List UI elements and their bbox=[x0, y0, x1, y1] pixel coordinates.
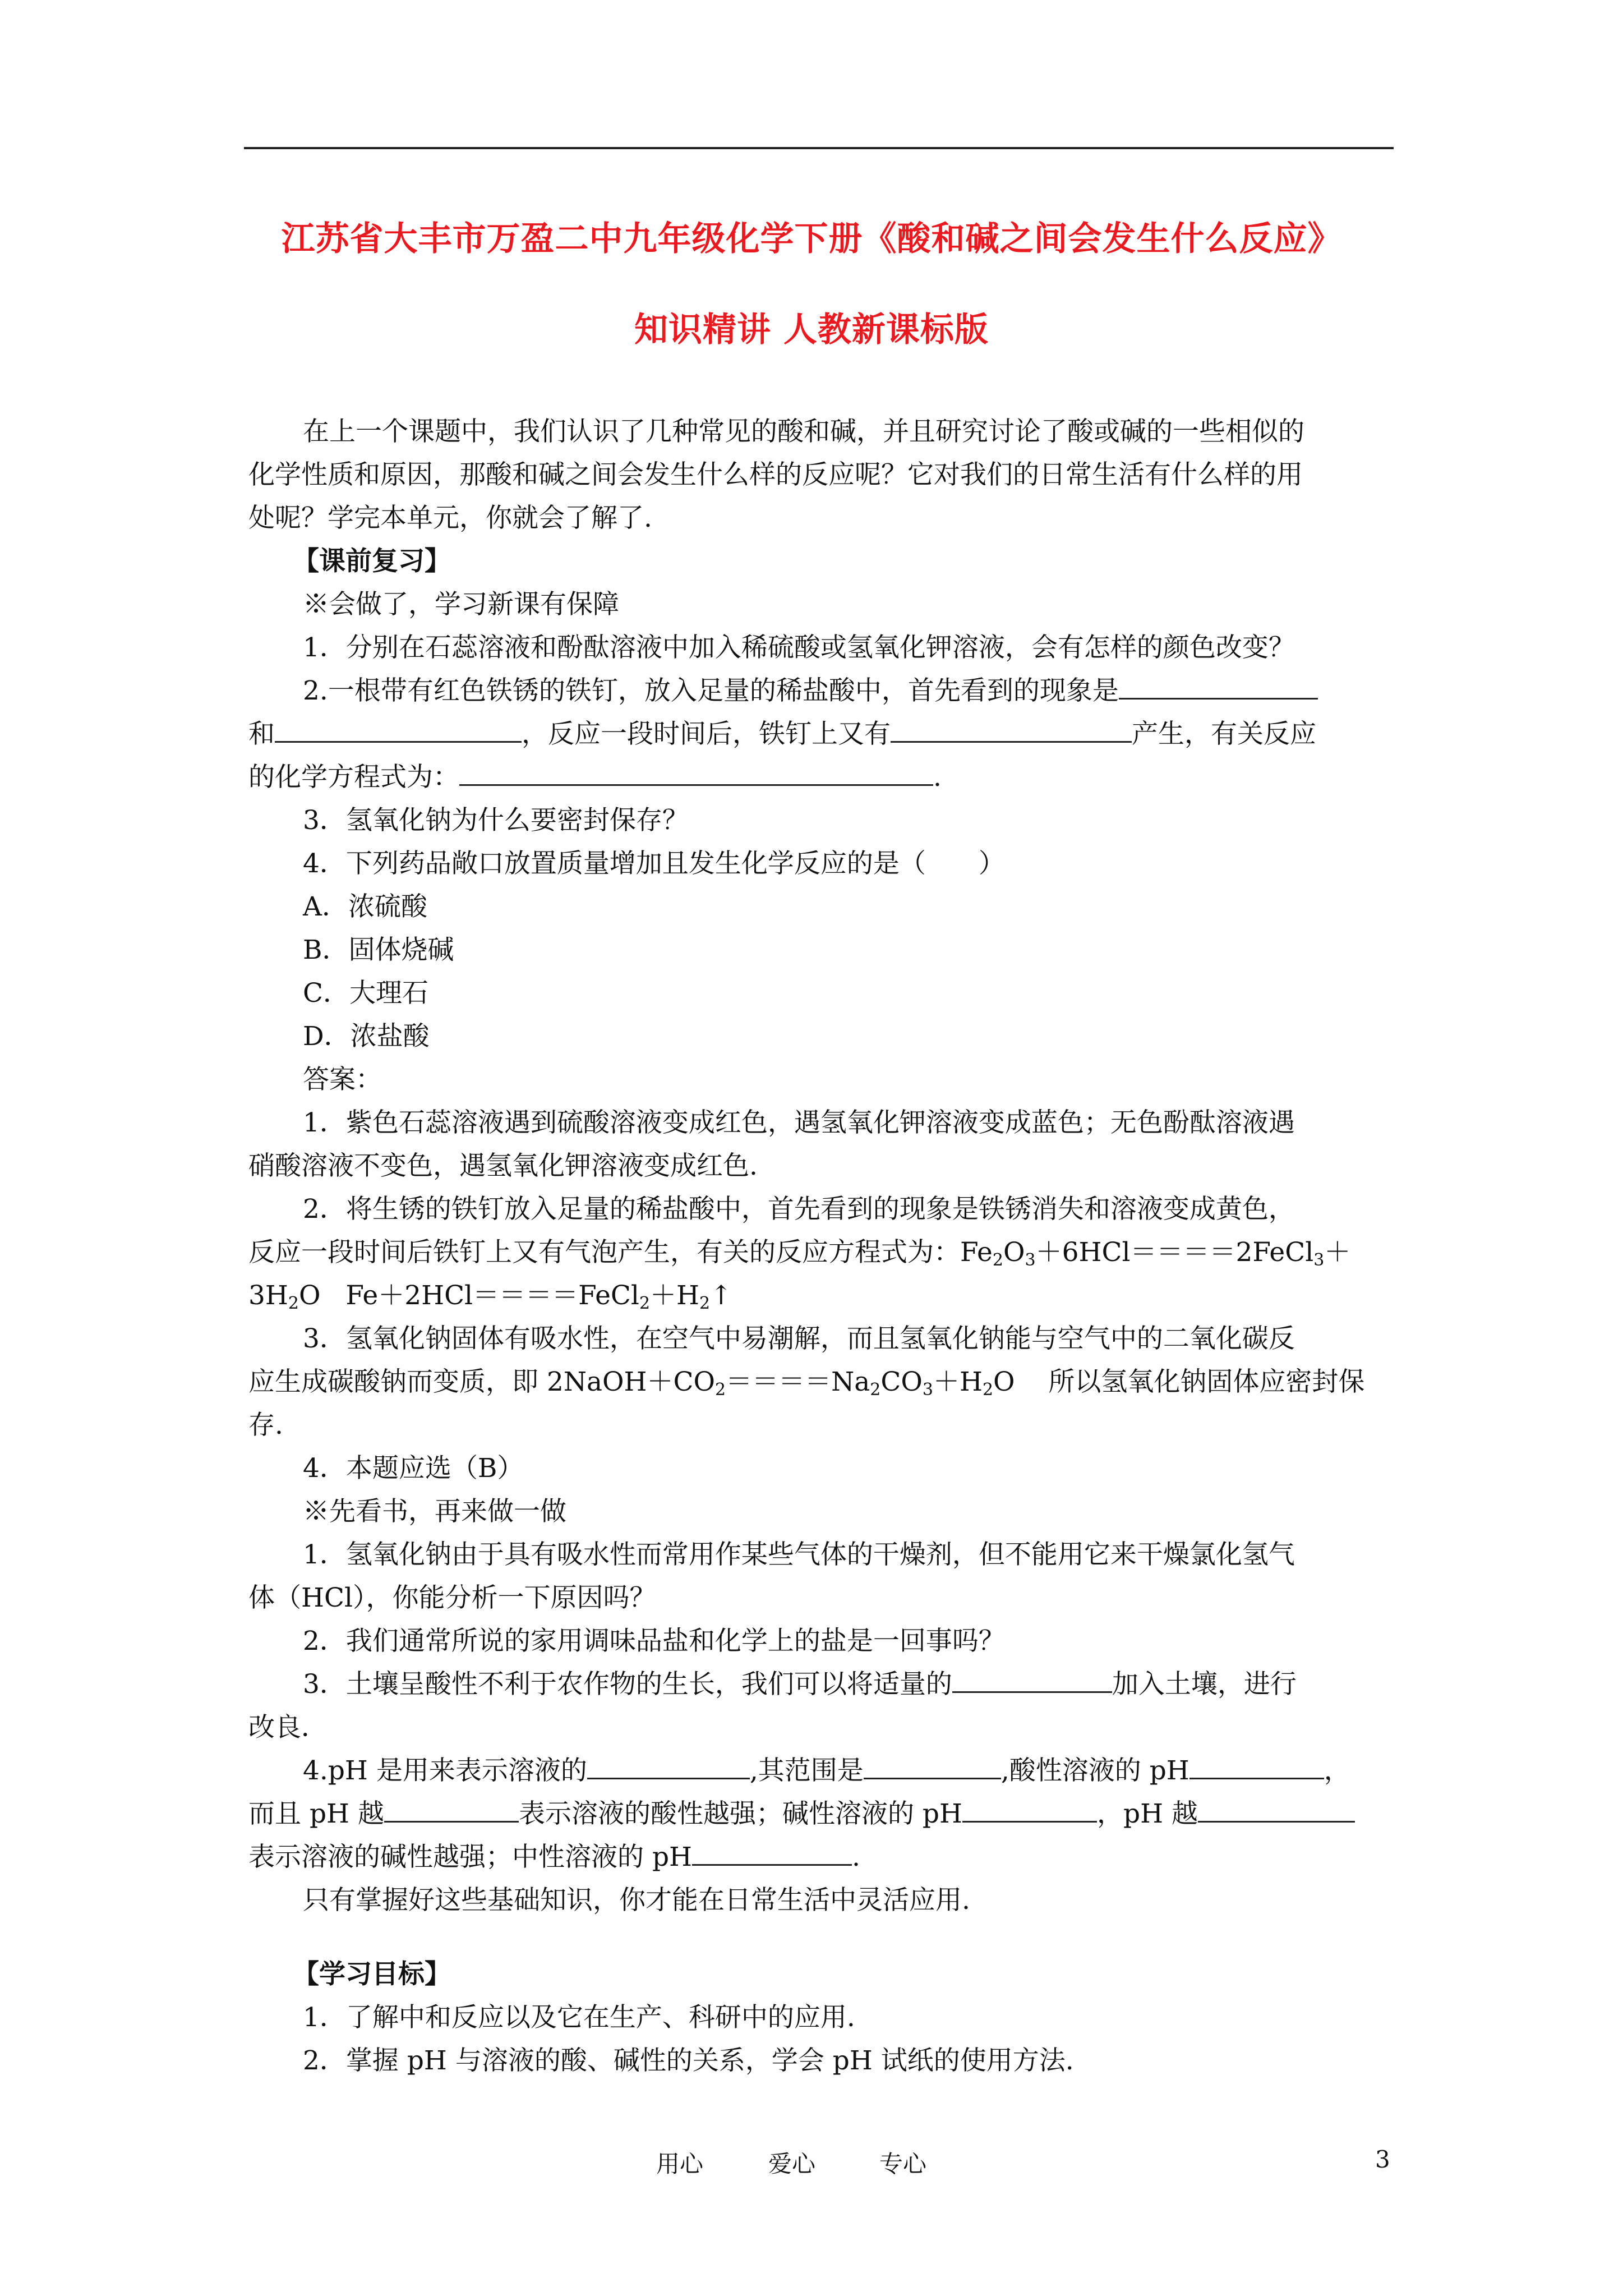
answer-blank[interactable] bbox=[275, 719, 522, 743]
answer-blank[interactable] bbox=[384, 1798, 519, 1823]
question-text: 的化学方程式为： bbox=[248, 762, 459, 793]
answer-blank[interactable] bbox=[952, 1669, 1112, 1693]
question-text: . bbox=[852, 1842, 860, 1872]
answer-2-equation-line bbox=[248, 1236, 1350, 1269]
question-text: 4.pH 是用来表示溶液的 bbox=[303, 1755, 587, 1786]
chemical-equation: $Fe_2O_3+6HCl====2FeCl_3+$ bbox=[960, 1237, 1351, 1270]
question-text: 而且 pH 越 bbox=[248, 1798, 384, 1829]
chemical-equation: $2NaOH+CO_2====Na_2CO_3+H_2O$ bbox=[546, 1366, 1015, 1400]
review-question-2-cont bbox=[248, 761, 942, 794]
answer-3-end: 存. bbox=[248, 1410, 283, 1441]
answer-text: 所以氢氧化钠固体应密封保 bbox=[1048, 1366, 1365, 1397]
question-text: 表示溶液的酸性越强；碱性溶液的 pH bbox=[518, 1798, 962, 1829]
question-text: ,其范围是 bbox=[749, 1755, 864, 1786]
preview-question-1-cont: 体（HCl），你能分析一下原因吗？ bbox=[248, 1582, 656, 1613]
page-footer bbox=[0, 2146, 1623, 2179]
section-heading-review: 【课前复习】 bbox=[293, 546, 451, 577]
preview-question-1: 1．氢氧化钠由于具有吸水性而常用作某些气体的干燥剂，但不能用它来干燥氯化氢气 bbox=[303, 1539, 1295, 1570]
review-note: ※会做了，学习新课有保障 bbox=[303, 589, 619, 620]
preview-note: ※先看书，再来做一做 bbox=[303, 1496, 566, 1527]
preview-question-4 bbox=[303, 1754, 1350, 1788]
question-text: 和 bbox=[248, 719, 275, 749]
option-d: D．浓盐酸 bbox=[303, 1021, 430, 1052]
answer-blank[interactable] bbox=[1198, 1798, 1355, 1823]
answer-blank[interactable] bbox=[891, 719, 1132, 743]
answer-blank[interactable] bbox=[1119, 675, 1318, 700]
page-number: 3 bbox=[1375, 2146, 1390, 2173]
answer-blank[interactable] bbox=[692, 1842, 852, 1866]
preview-question-2: 2．我们通常所说的家用调味品盐和化学上的盐是一回事吗？ bbox=[303, 1626, 1005, 1657]
document-title-line1: 江苏省大丰市万盈二中九年级化学下册《酸和碱之间会发生什么反应》 bbox=[281, 219, 1342, 259]
question-text: ,酸性溶液的 pH bbox=[1000, 1755, 1189, 1786]
chemical-equation: $3H_2O$ $Fe+2HCl====FeCl_2+H_2↑$ bbox=[248, 1280, 732, 1313]
answer-1: 1．紫色石蕊溶液遇到硫酸溶液变成红色，遇氢氧化钾溶液变成蓝色；无色酚酞溶液遇 bbox=[303, 1107, 1295, 1138]
preview-question-4-cont bbox=[248, 1841, 860, 1874]
answer-text: 反应一段时间后铁钉上又有气泡产生，有关的反应方程式为： bbox=[248, 1237, 960, 1268]
footer-word: 用心 bbox=[656, 2150, 704, 2178]
answer-1-cont: 硝酸溶液不变色，遇氢氧化钾溶液变成红色. bbox=[248, 1151, 758, 1181]
question-text: ，反应一段时间后，铁钉上又有 bbox=[522, 719, 891, 749]
answer-blank[interactable] bbox=[459, 762, 933, 786]
intro-line: 在上一个课题中，我们认识了几种常见的酸和碱，并且研究讨论了酸或碱的一些相似的 bbox=[303, 416, 1304, 447]
answer-blank[interactable] bbox=[962, 1798, 1097, 1823]
question-text: 表示溶液的碱性越强；中性溶液的 pH bbox=[248, 1842, 693, 1872]
answer-blank[interactable] bbox=[864, 1755, 1001, 1779]
section-heading-objectives: 【学习目标】 bbox=[293, 1959, 451, 1990]
option-a: A．浓硫酸 bbox=[303, 891, 427, 922]
question-text: 加入土壤，进行 bbox=[1112, 1669, 1297, 1700]
review-question-2 bbox=[303, 674, 1318, 708]
question-text: 3．土壤呈酸性不利于农作物的生长，我们可以将适量的 bbox=[303, 1669, 952, 1700]
answer-2: 2．将生锈的铁钉放入足量的稀盐酸中，首先看到的现象是铁锈消失和溶液变成黄色， bbox=[303, 1194, 1295, 1225]
review-question-3: 3．氢氧化钠为什么要密封保存？ bbox=[303, 805, 689, 836]
answer-2-equation-cont bbox=[248, 1279, 732, 1313]
answer-text: 应生成碳酸钠而变质，即 bbox=[248, 1366, 538, 1397]
preview-question-4-cont bbox=[248, 1797, 1355, 1831]
answer-3-cont bbox=[248, 1365, 1364, 1399]
document-title-line2: 知识精讲 人教新课标版 bbox=[634, 310, 989, 349]
objective-1: 1．了解中和反应以及它在生产、科研中的应用. bbox=[303, 2002, 855, 2033]
option-b: B．固体烧碱 bbox=[303, 935, 454, 965]
objective-2: 2．掌握 pH 与溶液的酸、碱性的关系，学会 pH 试纸的使用方法. bbox=[303, 2045, 1074, 2076]
option-c: C．大理石 bbox=[303, 978, 428, 1009]
footer-word: 爱心 bbox=[768, 2150, 816, 2178]
header-rule bbox=[244, 147, 1394, 149]
preview-closing: 只有掌握好这些基础知识，你才能在日常生活中灵活应用. bbox=[303, 1885, 970, 1916]
question-text: ， bbox=[1324, 1755, 1350, 1786]
footer-word: 专心 bbox=[879, 2150, 927, 2178]
answer-4: 4．本题应选（B） bbox=[303, 1453, 524, 1484]
preview-question-3 bbox=[303, 1668, 1297, 1701]
preview-question-3-cont: 改良． bbox=[248, 1712, 328, 1743]
answers-label: 答案： bbox=[303, 1064, 382, 1095]
review-question-1: 1．分别在石蕊溶液和酚酞溶液中加入稀硫酸或氢氧化钾溶液，会有怎样的颜色改变？ bbox=[303, 632, 1295, 663]
answer-blank[interactable] bbox=[587, 1755, 750, 1779]
question-text: ，pH 越 bbox=[1096, 1798, 1198, 1829]
question-text: 产生，有关反应 bbox=[1132, 719, 1316, 749]
intro-line: 处呢？学完本单元，你就会了解了. bbox=[248, 503, 652, 533]
review-question-2-cont bbox=[248, 717, 1316, 751]
review-question-4: 4．下列药品敞口放置质量增加且发生化学反应的是（ ） bbox=[303, 848, 1005, 879]
answer-3: 3．氢氧化钠固体有吸水性，在空气中易潮解，而且氢氧化钠能与空气中的二氧化碳反 bbox=[303, 1323, 1295, 1354]
answer-blank[interactable] bbox=[1189, 1755, 1324, 1779]
intro-line: 化学性质和原因，那酸和碱之间会发生什么样的反应呢？它对我们的日常生活有什么样的用 bbox=[248, 459, 1303, 490]
question-text: . bbox=[933, 762, 942, 793]
question-text: 2.一根带有红色铁锈的铁钉，放入足量的稀盐酸中，首先看到的现象是 bbox=[303, 675, 1119, 706]
